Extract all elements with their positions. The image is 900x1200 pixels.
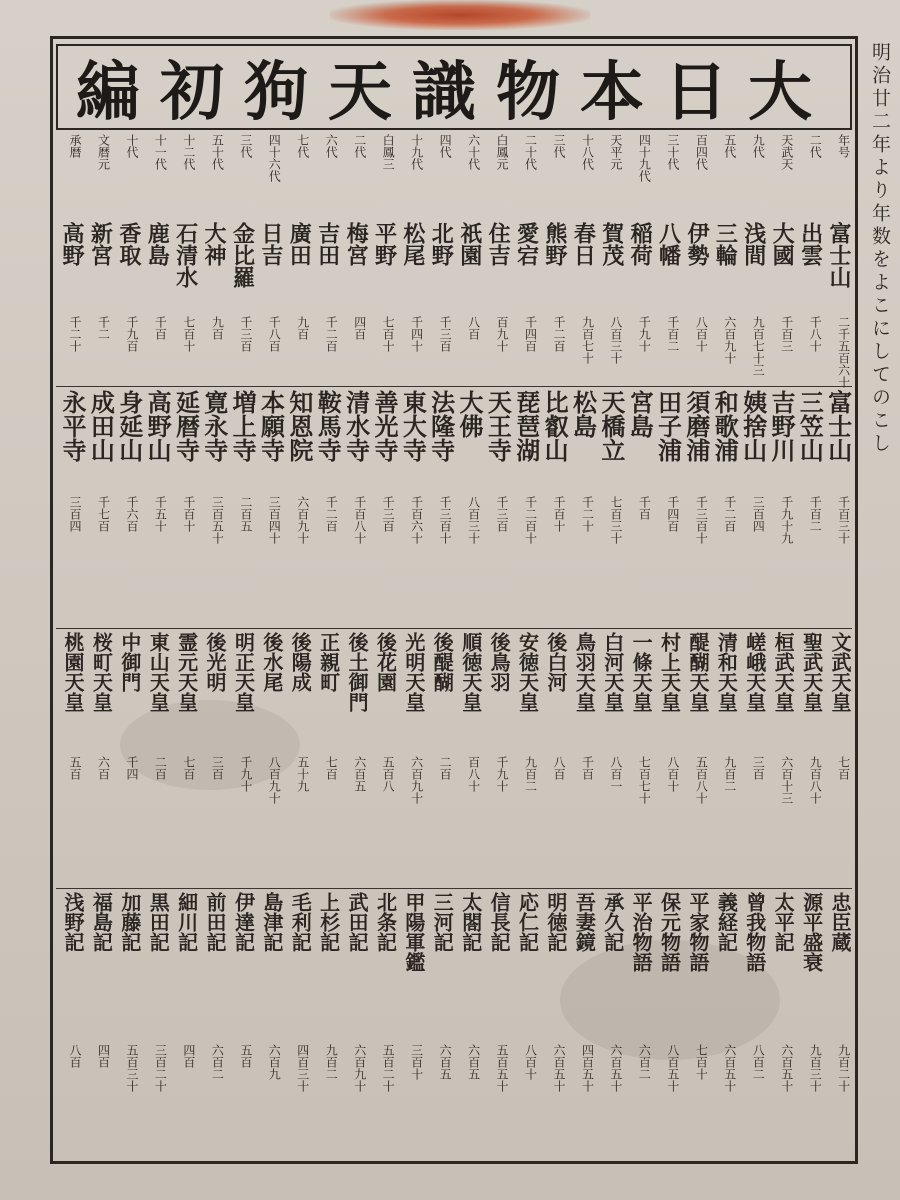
band4-name-cell: 忠臣蔵 (827, 892, 852, 952)
band1-era-cell: 十二代 (181, 134, 196, 170)
band1-years-cell: 百九十 (495, 316, 510, 352)
band2-years-cell: 千二十 (580, 496, 595, 532)
band2-name-cell: 法隆寺 (426, 390, 456, 462)
band3-years-cell: 八百一 (608, 756, 623, 792)
band2-name-cell: 須磨浦 (681, 390, 711, 462)
band3-name-row (58, 632, 850, 752)
band1-years-cell: 千四十 (409, 316, 424, 352)
band4-years-cell: 七百十 (694, 1044, 709, 1080)
band1-era-cell: 二十代 (523, 134, 538, 170)
band3-years-cell: 五百八 (381, 756, 396, 792)
band1-name-cell: 高野 (59, 222, 85, 266)
band1-era-cell: 十九代 (409, 134, 424, 170)
band2-years-cell: 三百四 (68, 496, 82, 532)
band1-years-cell: 千九十 (637, 316, 652, 352)
band3-name-cell: 鳥羽天皇 (572, 632, 597, 712)
band1-years-cell: 千三百 (238, 316, 253, 352)
band2-years-cell: 三百四 (751, 496, 766, 532)
band3-name-cell: 後醍醐 (430, 632, 455, 692)
band1-name-cell: 北野 (428, 222, 455, 266)
band3-years-cell: 千九十 (238, 756, 253, 792)
band3-years-cell: 七百 (836, 756, 851, 780)
band1-era-cell: 三十代 (665, 134, 680, 170)
title-box (56, 44, 852, 130)
band1-era-cell: 四十六代 (267, 134, 282, 182)
band1-name-cell: 梅宮 (343, 222, 370, 266)
band4-years-cell: 三百十 (409, 1044, 424, 1080)
band2-years-cell: 千百六十 (409, 496, 424, 544)
band1-years-cell: 八百十 (694, 316, 709, 352)
band1-era-cell: 九代 (751, 134, 766, 158)
band1-era-cell: 百四代 (694, 134, 709, 170)
band1-name-cell: 出雲 (797, 222, 824, 266)
band2-name-cell: 宮島 (625, 390, 655, 438)
band1-name-cell: 吉田 (314, 222, 341, 266)
band1-years-cell: 七百十 (381, 316, 396, 352)
band3-name-cell: 後陽成 (288, 632, 313, 692)
band3-name-cell: 順徳天皇 (458, 632, 483, 712)
band1-era-cell: 十八代 (580, 134, 595, 170)
band2-years-cell: 千四百 (665, 496, 680, 532)
band1-era-cell: 六十代 (466, 134, 481, 170)
band2-years-cell: 千百二 (808, 496, 823, 532)
band4-name-cell: 源平盛衰 (799, 892, 824, 972)
band1-era-cell: 七代 (295, 134, 310, 158)
band3-name-cell: 嵯峨天皇 (742, 632, 767, 712)
band2-name-row (58, 390, 853, 498)
band4-years-cell: 六百五 (466, 1044, 481, 1080)
band3-years-cell: 二百 (153, 756, 168, 780)
band1-name-cell: 大國 (769, 222, 796, 266)
band4-name-cell: 平治物語 (629, 892, 654, 972)
band1-years-cell: 千百二 (665, 316, 680, 352)
band1-era-cell: 四代 (438, 134, 453, 158)
band1-name-cell: 祇園 (456, 222, 483, 266)
band1-years-cell: 八百三十 (608, 316, 623, 364)
band1-name-cell: 金比羅 (229, 222, 256, 288)
band1-name-cell: 春日 (570, 222, 597, 266)
band2-name-cell: 知恩院 (284, 390, 314, 462)
band3-name-cell: 村上天皇 (657, 632, 682, 712)
band1-name-cell: 平野 (371, 222, 398, 266)
band2-name-cell: 松島 (568, 390, 598, 438)
band3-years-cell: 五百八十 (694, 756, 709, 804)
band2-years-cell: 千三百 (381, 496, 396, 532)
band3-name-cell: 後土御門 (345, 632, 370, 712)
band4-years-cell: 九百二十 (836, 1044, 851, 1092)
band1-years-cell: 八百 (466, 316, 481, 340)
band4-years-cell: 六百九十 (352, 1044, 367, 1092)
band2-years-cell: 千三百 (495, 496, 510, 532)
band2-years-cell: 二百五 (238, 496, 253, 532)
band3-years-cell: 八百 (551, 756, 566, 780)
band1-years-cell: 九百七十三 (751, 316, 766, 376)
band4-years-cell: 六百九 (267, 1044, 282, 1080)
band1-years-cell: 九百 (210, 316, 225, 340)
band4-name-cell: 平家物語 (685, 892, 710, 972)
band3-name-cell: 後水尾 (259, 632, 284, 692)
band4-years-cell: 六百五十 (722, 1044, 737, 1092)
band4-years-cell: 八百十 (523, 1044, 538, 1080)
band3-years-cell: 五十九 (295, 756, 310, 792)
band2-name-cell: 姨捨山 (738, 390, 768, 462)
band4-years-cell: 九百三十 (808, 1044, 823, 1092)
band4-name-cell: 信長記 (487, 892, 512, 952)
band4-name-cell: 武田記 (345, 892, 370, 952)
band4-name-cell: 吾妻鏡 (572, 892, 597, 952)
band4-name-cell: 毛利記 (288, 892, 313, 952)
band1-years-cell: 千百 (153, 316, 168, 340)
band3-years-cell: 千百 (580, 756, 595, 780)
band2-name-cell: 清水寺 (341, 390, 371, 462)
band3-years-cell: 千四 (124, 756, 139, 780)
band1-name-cell: 大神 (201, 222, 228, 266)
band4-name-cell: 黒田記 (146, 892, 171, 952)
band1-name-cell: 石清水 (172, 222, 199, 288)
band2-name-cell: 鞍馬寺 (313, 390, 343, 462)
band4-years-cell: 八百五十 (665, 1044, 680, 1092)
band4-name-cell: 曾我物語 (742, 892, 767, 972)
band2-name-cell: 琵琶湖 (511, 390, 541, 462)
band2-name-cell: 成田山 (86, 390, 116, 462)
band4-name-cell: 浅野記 (61, 892, 85, 952)
band3-name-cell: 明正天皇 (231, 632, 256, 712)
band4-years-cell: 六百五十 (779, 1044, 794, 1092)
band3-name-cell: 桜町天皇 (89, 632, 114, 712)
band1-name-cell: 新宮 (87, 222, 114, 266)
band3-years-row (58, 756, 850, 818)
band4-name-cell: 太閤記 (458, 892, 483, 952)
band3-years-cell: 六百九十 (409, 756, 424, 804)
band3-name-cell: 桓武天皇 (771, 632, 796, 712)
band1-name-cell: 富士山 (825, 222, 852, 288)
red-stain (330, 0, 590, 30)
band1-name-cell: 三輪 (712, 222, 739, 266)
band1-years-cell: 二千五百六十 (836, 316, 851, 388)
band1-era-cell: 三代 (238, 134, 253, 158)
band2-name-cell: 延暦寺 (171, 390, 201, 462)
band2-years-row (58, 496, 850, 624)
band2-name-cell: 高野山 (143, 390, 173, 462)
band4-years-cell: 五百五十 (495, 1044, 510, 1092)
band1-era-cell: 三代 (551, 134, 566, 158)
band1-name-cell: 愛宕 (513, 222, 540, 266)
band1-years-cell: 千九百 (124, 316, 139, 352)
band3-years-cell: 五百 (68, 756, 82, 780)
page-title: 大日本物識天狗初編 (76, 55, 832, 130)
band3-name-cell: 醍醐天皇 (685, 632, 710, 712)
band-divider (56, 628, 852, 629)
band4-name-cell: 北条記 (373, 892, 398, 952)
band2-years-cell: 千九十九 (779, 496, 794, 544)
band4-name-cell: 福島記 (89, 892, 114, 952)
band4-years-cell: 六百五十 (608, 1044, 623, 1092)
band3-name-cell: 正親町 (316, 632, 341, 692)
band4-name-cell: 加藤記 (117, 892, 142, 952)
band4-years-cell: 六百五十 (551, 1044, 566, 1092)
band1-era-cell: 十一代 (153, 134, 168, 170)
band3-years-cell: 千九十 (495, 756, 510, 792)
band4-years-cell: 九百二 (324, 1044, 339, 1080)
band4-years-cell: 四百 (181, 1044, 196, 1068)
band2-years-cell: 千三百十 (438, 496, 453, 544)
band3-name-cell: 霊元天皇 (174, 632, 199, 712)
band3-years-cell: 七百七十 (637, 756, 652, 804)
band4-name-cell: 甲陽軍鑑 (401, 892, 426, 972)
band2-name-cell: 身延山 (114, 390, 144, 462)
band4-name-cell: 承久記 (600, 892, 625, 952)
band4-name-cell: 太平記 (771, 892, 796, 952)
band1-years-cell: 九百七十 (580, 316, 595, 364)
band3-years-cell: 六百十三 (779, 756, 794, 804)
band1-era-cell: 六代 (324, 134, 339, 158)
band1-years-cell: 千四百 (523, 316, 538, 352)
band3-years-cell: 七百 (181, 756, 196, 780)
band2-name-cell: 吉野川 (766, 390, 796, 462)
band2-name-cell: 善光寺 (369, 390, 399, 462)
band4-years-cell: 五百二十 (381, 1044, 396, 1092)
band4-name-cell: 細川記 (174, 892, 199, 952)
band4-years-cell: 八百二 (751, 1044, 766, 1080)
band1-years-cell: 千二百 (324, 316, 339, 352)
band4-years-cell: 五百三十 (124, 1044, 139, 1092)
band1-era-cell: 十代 (124, 134, 139, 158)
band4-years-cell: 四百三十 (295, 1044, 310, 1092)
band3-years-cell: 百八十 (466, 756, 481, 792)
band2-name-cell: 天王寺 (483, 390, 513, 462)
band1-years-cell: 千百三 (779, 316, 794, 352)
band4-years-cell: 三百二十 (153, 1044, 168, 1092)
band1-name-cell: 鹿島 (144, 222, 171, 266)
band3-name-cell: 清和天皇 (714, 632, 739, 712)
band2-name-cell: 比叡山 (540, 390, 570, 462)
band1-name-cell: 八幡 (655, 222, 682, 266)
band2-years-cell: 三百五十 (210, 496, 225, 544)
band3-years-cell: 九百二 (523, 756, 538, 792)
band4-years-row (58, 1044, 850, 1136)
band4-name-cell: 明徳記 (543, 892, 568, 952)
band2-name-cell: 三笠山 (795, 390, 825, 462)
band1-name-cell: 熊野 (541, 222, 568, 266)
band1-era-cell: 二代 (808, 134, 823, 158)
band3-years-cell: 三百 (210, 756, 225, 780)
band3-years-cell: 八百九十 (267, 756, 282, 804)
side-note: 明治廿二年より年数をよこにしてのこし (869, 42, 891, 456)
band1-name-cell: 住吉 (485, 222, 512, 266)
band2-years-cell: 千五十 (153, 496, 168, 532)
band1-era-cell: 白鳳三 (381, 134, 396, 170)
band4-years-cell: 六百二 (637, 1044, 652, 1080)
band3-years-cell: 八百十 (665, 756, 680, 792)
band4-name-cell: 三河記 (430, 892, 455, 952)
band4-years-cell: 八百 (68, 1044, 82, 1068)
band1-name-cell: 賀茂 (598, 222, 625, 266)
band3-name-cell: 聖武天皇 (799, 632, 824, 712)
band1-years-cell: 千三百 (438, 316, 453, 352)
band2-years-cell: 千百三十 (836, 496, 851, 544)
band3-name-cell: 後鳥羽 (487, 632, 512, 692)
band3-name-cell: 後花園 (373, 632, 398, 692)
band1-era-cell: 文暦元 (96, 134, 111, 170)
band1-years-cell: 七百十 (181, 316, 196, 352)
band2-name-cell: 寛永寺 (199, 390, 229, 462)
band1-years-cell: 千二百 (551, 316, 566, 352)
band1-name-cell: 浅間 (740, 222, 767, 266)
band2-years-cell: 七百三十 (608, 496, 623, 544)
band3-years-cell: 六百五 (352, 756, 367, 792)
band2-years-cell: 千二百十 (523, 496, 538, 544)
band4-years-cell: 五百 (238, 1044, 253, 1068)
band1-years-cell: 六百九十 (722, 316, 737, 364)
band1-years-cell: 千二十 (68, 316, 82, 352)
band3-name-cell: 文武天皇 (827, 632, 852, 712)
band4-name-cell: 伊達記 (231, 892, 256, 952)
band1-name-cell: 香取 (115, 222, 142, 266)
band3-years-cell: 九百二 (722, 756, 737, 792)
band3-name-cell: 後白河 (543, 632, 568, 692)
band1-years-cell: 千八百 (267, 316, 282, 352)
band2-name-cell: 富士山 (823, 390, 853, 462)
band1-era-cell: 白鳳元 (495, 134, 510, 170)
band2-name-cell: 大佛 (455, 390, 485, 438)
band2-years-cell: 千百八十 (352, 496, 367, 544)
band4-years-cell: 四百五十 (580, 1044, 595, 1092)
band2-years-cell: 六百九十 (295, 496, 310, 544)
band4-name-cell: 島津記 (259, 892, 284, 952)
band2-years-cell: 千二百 (722, 496, 737, 532)
band1-years-cell: 四百 (352, 316, 367, 340)
band1-years-cell: 千二 (96, 316, 111, 340)
band1-name-cell: 日吉 (257, 222, 284, 266)
band1-era-cell: 天武天 (779, 134, 794, 170)
band2-years-cell: 千百十 (181, 496, 196, 532)
band4-name-cell: 義経記 (714, 892, 739, 952)
band1-era-cell: 四十九代 (637, 134, 652, 182)
band2-name-cell: 本願寺 (256, 390, 286, 462)
band2-years-cell: 千百十 (551, 496, 566, 532)
band2-years-cell: 千二百 (324, 496, 339, 532)
band4-name-cell: 上杉記 (316, 892, 341, 952)
band2-years-cell: 千百 (637, 496, 652, 520)
band4-name-cell: 応仁記 (515, 892, 540, 952)
band3-name-cell: 後光明 (203, 632, 228, 692)
band1-era-cell: 二代 (352, 134, 367, 158)
band1-years-cell: 千八十 (808, 316, 823, 352)
band3-name-cell: 光明天皇 (401, 632, 426, 712)
band1-era-cell: 承暦 (68, 134, 82, 158)
band2-years-cell: 三百四十 (267, 496, 282, 544)
band4-name-row (58, 892, 850, 992)
band4-name-cell: 前田記 (203, 892, 228, 952)
band-divider (56, 888, 852, 889)
band3-years-cell: 九百八十 (808, 756, 823, 804)
band4-name-cell: 保元物語 (657, 892, 682, 972)
band2-name-cell: 天橋立 (596, 390, 626, 462)
band3-name-cell: 東山天皇 (146, 632, 171, 712)
band1-era-cell: 年号 (836, 134, 851, 158)
band2-years-cell: 八百三十 (466, 496, 481, 544)
band1-name-cell: 稲荷 (627, 222, 654, 266)
band3-name-cell: 一條天皇 (629, 632, 654, 712)
band2-name-cell: 増上寺 (228, 390, 258, 462)
band4-years-cell: 四百 (96, 1044, 111, 1068)
band3-name-cell: 白河天皇 (600, 632, 625, 712)
band1-name-cell: 伊勢 (683, 222, 710, 266)
band3-years-cell: 六百 (96, 756, 111, 780)
band3-name-cell: 中御門 (117, 632, 142, 692)
band2-name-cell: 和歌浦 (710, 390, 740, 462)
band2-years-cell: 千七百 (96, 496, 111, 532)
band1-era-cell: 五代 (722, 134, 737, 158)
band3-name-cell: 桃園天皇 (61, 632, 85, 712)
band3-years-cell: 七百 (324, 756, 339, 780)
band1-name-cell: 廣田 (286, 222, 313, 266)
band1-era-cell: 五十代 (210, 134, 225, 170)
band1-years-cell: 九百 (295, 316, 310, 340)
band4-years-cell: 六百二 (210, 1044, 225, 1080)
band2-years-cell: 千六百 (124, 496, 139, 532)
band1-era-cell: 天平元 (608, 134, 623, 170)
band4-years-cell: 六百五 (438, 1044, 453, 1080)
band3-years-cell: 三百 (751, 756, 766, 780)
band2-name-cell: 田子浦 (653, 390, 683, 462)
band2-name-cell: 永平寺 (58, 390, 87, 462)
band1-name-cell: 松尾 (399, 222, 426, 266)
band2-years-cell: 千三百十 (694, 496, 709, 544)
band2-name-cell: 東大寺 (398, 390, 428, 462)
band3-years-cell: 二百 (438, 756, 453, 780)
band3-name-cell: 安徳天皇 (515, 632, 540, 712)
